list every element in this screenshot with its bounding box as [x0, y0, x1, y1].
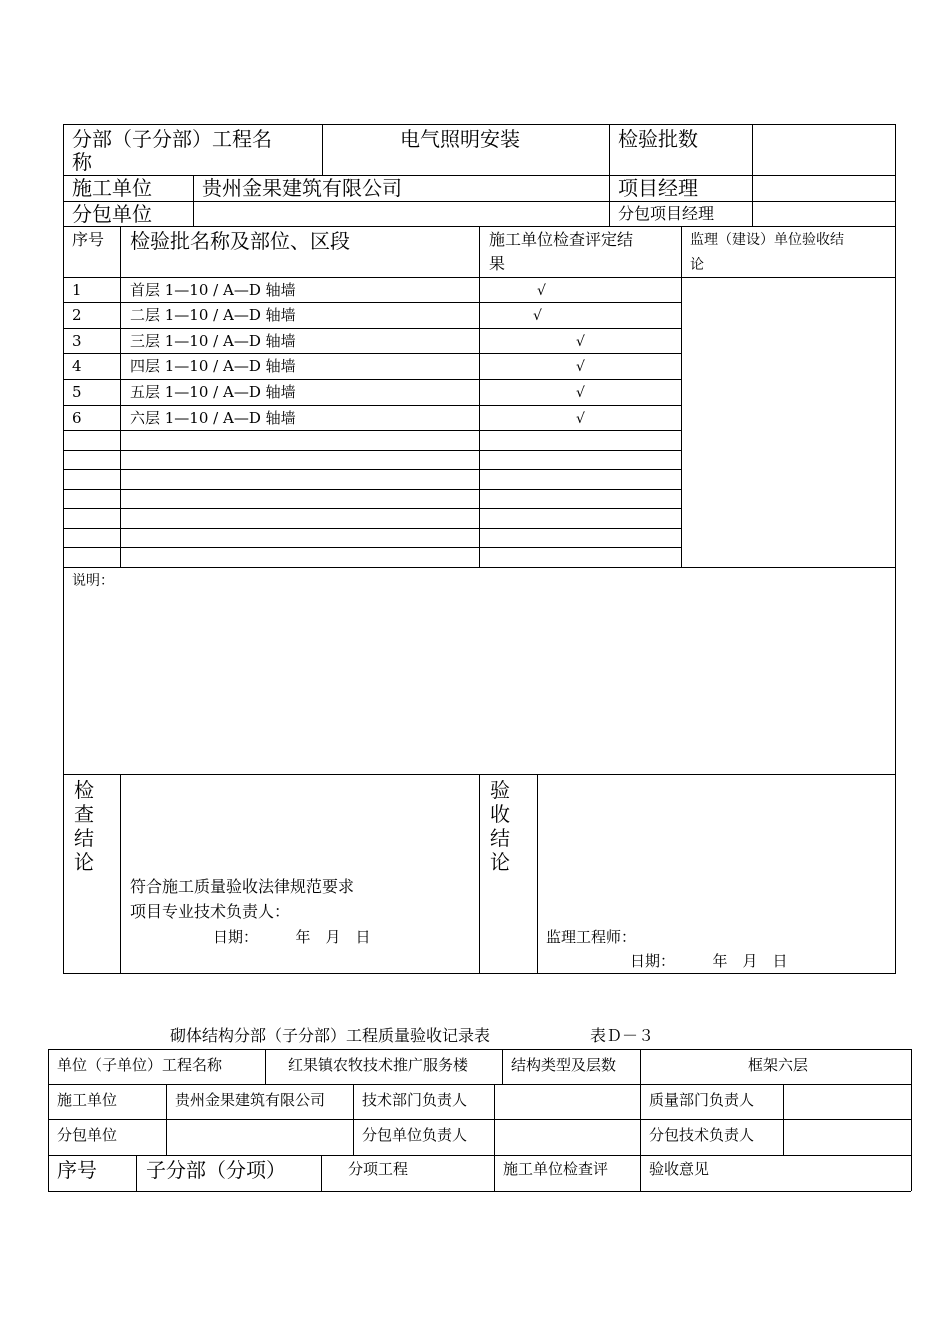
unit-project-value: 红果镇农牧技术推广服务楼: [288, 1056, 469, 1074]
t2-col-no: 序号: [57, 1158, 97, 1182]
row-4-name: 四层 1—10 / A—D 轴墙: [130, 357, 296, 375]
row-5-name: 五层 1—10 / A—D 轴墙: [130, 383, 296, 401]
structure-type-value: 框架六层: [748, 1056, 809, 1074]
col-contractor-header: 施工单位检查评定结: [489, 230, 634, 249]
tech-dept-label: 技术部门负责人: [362, 1091, 468, 1109]
row-2-name: 二层 1—10 / A—D 轴墙: [130, 306, 296, 324]
col-no-header: 序号: [72, 230, 105, 249]
row-1-name: 首层 1—10 / A—D 轴墙: [130, 281, 296, 299]
t2-contractor-value: 贵州金果建筑有限公司: [175, 1091, 326, 1109]
t2-col-check: 施工单位检查评: [503, 1160, 609, 1178]
row-4-check: √: [576, 359, 585, 375]
quality-dept-label: 质量部门负责人: [649, 1091, 755, 1109]
notes-label: 说明：: [72, 573, 114, 589]
contractor-value: 贵州金果建筑有限公司: [202, 176, 402, 200]
supervisor-engineer-label: 监理工程师：: [546, 928, 637, 946]
tech-lead-label: 项目专业技术负责人：: [130, 902, 291, 921]
check-conclusion-text: 符合施工质量验收法律规范要求: [130, 877, 355, 896]
row-1-check: √: [537, 283, 546, 299]
t2-col-item: 分项工程: [348, 1160, 409, 1178]
row-6-no: 6: [72, 409, 82, 427]
project-manager-label: 项目经理: [618, 176, 698, 200]
row-6-check: √: [576, 411, 585, 427]
project-name-value: 电气照明安装: [400, 127, 520, 151]
sub-project-manager-label: 分包项目经理: [618, 204, 715, 223]
t2-contractor-label: 施工单位: [57, 1091, 118, 1109]
date-right: 日期： 年 月 日: [630, 952, 788, 970]
project-name-label-cont: 称: [72, 150, 92, 174]
structure-type-label: 结构类型及层数: [511, 1056, 617, 1074]
date-left: 日期： 年 月 日: [213, 928, 371, 946]
check-conclusion-label: 检查结论: [74, 778, 94, 874]
project-name-label: 分部（子分部）工程名: [72, 127, 272, 151]
row-5-check: √: [576, 385, 585, 401]
subcontractor-label: 分包单位: [72, 202, 152, 226]
sub-tech-label: 分包技术负责人: [649, 1126, 755, 1144]
t2-col-sub: 子分部（分项）: [146, 1158, 286, 1182]
sub-lead-label: 分包单位负责人: [362, 1126, 468, 1144]
unit-project-label: 单位（子单位）工程名称: [57, 1056, 223, 1074]
row-6-name: 六层 1—10 / A—D 轴墙: [130, 409, 296, 427]
col-contractor-header-cont: 果: [489, 254, 506, 273]
contractor-label: 施工单位: [72, 176, 152, 200]
row-3-check: √: [576, 334, 585, 350]
t2-col-accept: 验收意见: [649, 1160, 710, 1178]
col-name-header: 检验批名称及部位、区段: [130, 229, 350, 253]
row-3-name: 三层 1—10 / A—D 轴墙: [130, 332, 296, 350]
col-supervisor-header-cont: 论: [690, 257, 704, 273]
row-2-no: 2: [72, 306, 82, 324]
row-4-no: 4: [72, 357, 82, 375]
row-1-no: 1: [72, 281, 82, 299]
t2-subcontractor-label: 分包单位: [57, 1126, 118, 1144]
acceptance-conclusion-label: 验收结论: [490, 778, 510, 874]
row-5-no: 5: [72, 383, 82, 401]
batch-count-label: 检验批数: [618, 127, 698, 151]
row-3-no: 3: [72, 332, 82, 350]
table2-title: 砌体结构分部（子分部）工程质量验收记录表: [170, 1026, 491, 1045]
table2-code: 表Ｄ－３: [590, 1026, 655, 1045]
row-2-check: √: [533, 308, 542, 324]
col-supervisor-header: 监理（建设）单位验收结: [690, 232, 844, 248]
